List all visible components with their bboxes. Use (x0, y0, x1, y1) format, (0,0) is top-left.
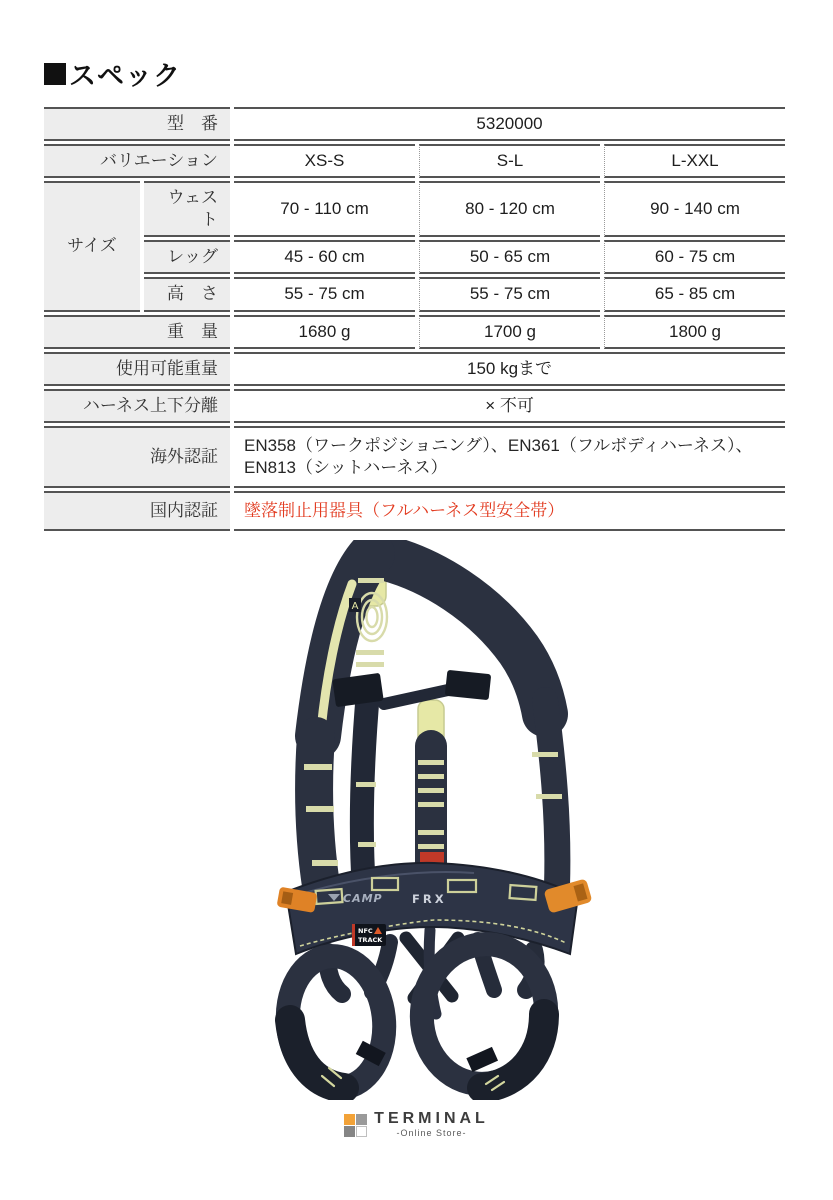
size-height-value: 65 - 85 cm (604, 277, 785, 311)
model-label: 型 番 (44, 107, 230, 141)
overseas-cert-label: 海外認証 (44, 426, 230, 488)
model-text: FRX (412, 892, 447, 906)
brand-text: CAMP (343, 892, 383, 905)
size-waist-value: 90 - 140 cm (604, 181, 785, 237)
store-logo (0, 1110, 833, 1138)
store-subtitle: -Online Store- (396, 1127, 467, 1138)
domestic-cert-label: 国内認証 (44, 491, 230, 531)
weight-value: 1700 g (419, 315, 600, 349)
nfc-label-line2: TRACK (358, 936, 383, 944)
variation-value: XS-S (234, 144, 415, 178)
table-row (44, 352, 785, 386)
overseas-cert-value: EN358（ワークポジショニング）、EN361（フルボディハーネス）、EN813（シットハーネス） (234, 426, 785, 488)
nfc-track-label (352, 924, 386, 946)
variation-value: S-L (419, 144, 600, 178)
table-row (44, 491, 785, 531)
logo-square-gray-dark (344, 1126, 355, 1137)
size-height-value: 55 - 75 cm (419, 277, 600, 311)
product-image-harness (272, 540, 592, 1100)
size-waist-label: ウェスト (144, 181, 230, 237)
weight-label: 重 量 (44, 315, 230, 349)
size-leg-value: 50 - 65 cm (419, 240, 600, 274)
size-height-value: 55 - 75 cm (234, 277, 415, 311)
table-row (44, 144, 785, 178)
model-value: 5320000 (234, 107, 785, 141)
table-row (44, 426, 785, 488)
store-logo-icon (344, 1114, 367, 1137)
variation-value: L-XXL (604, 144, 785, 178)
domestic-cert-value: 墜落制止用器具（フルハーネス型安全帯） (234, 491, 785, 531)
size-leg-label: レッグ (144, 240, 230, 274)
size-waist-value: 80 - 120 cm (419, 181, 600, 237)
separation-label: ハーネス上下分離 (44, 389, 230, 423)
size-waist-value: 70 - 110 cm (234, 181, 415, 237)
variation-label: バリエーション (44, 144, 230, 178)
size-leg-value: 60 - 75 cm (604, 240, 785, 274)
weight-value: 1800 g (604, 315, 785, 349)
logo-square-orange (344, 1114, 355, 1125)
size-label: サイズ (44, 181, 140, 311)
separation-value: × 不可 (234, 389, 785, 423)
logo-square-outline (356, 1126, 367, 1137)
page-title (44, 54, 181, 93)
max-load-label: 使用可能重量 (44, 352, 230, 386)
table-row (44, 277, 785, 311)
size-height-label: 高 さ (144, 277, 230, 311)
logo-square-gray-light (356, 1114, 367, 1125)
a-tag-text: A (351, 601, 359, 612)
table-row (44, 240, 785, 274)
store-logo-text (374, 1110, 489, 1138)
table-row (44, 107, 785, 141)
table-row (44, 315, 785, 349)
square-bullet-icon (44, 63, 66, 85)
page-title-label: スペック (69, 61, 181, 91)
weight-value: 1680 g (234, 315, 415, 349)
store-name: TERMINAL (374, 1110, 489, 1127)
nfc-label-line1: NFC (358, 927, 373, 935)
max-load-value: 150 kgまで (234, 352, 785, 386)
harness-illustration (272, 540, 592, 1100)
table-row (44, 389, 785, 423)
table-row (44, 181, 785, 237)
spec-table (40, 104, 789, 534)
size-leg-value: 45 - 60 cm (234, 240, 415, 274)
